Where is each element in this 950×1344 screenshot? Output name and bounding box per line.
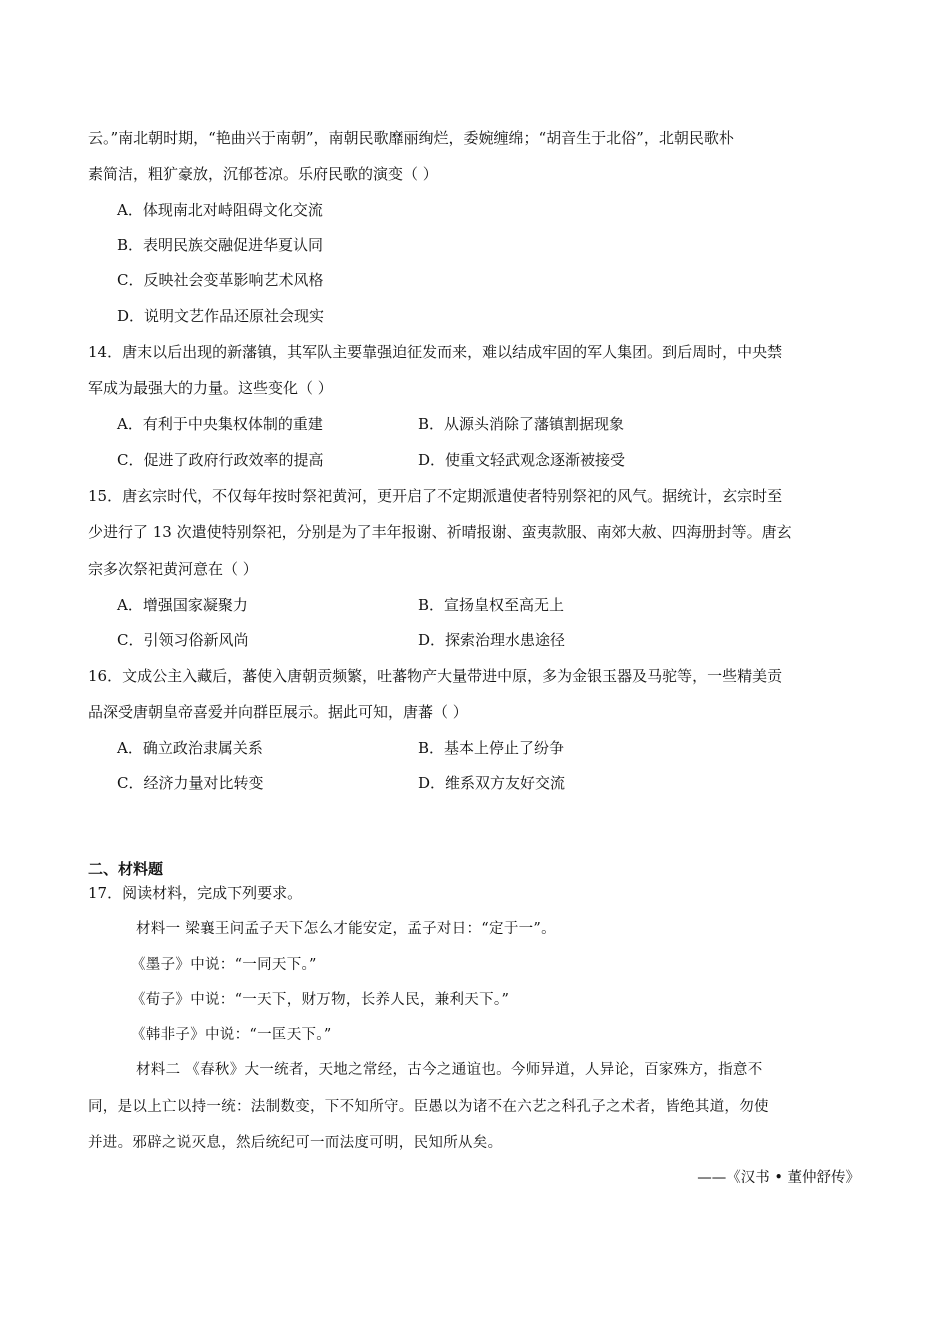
q15-stem-line2: 少进行了 13 次遣使特别祭祀，分别是为了丰年报谢、祈晴报谢、蛮夷款服、南郊大赦、四海册封等。唐玄: [88, 523, 792, 541]
q15-option-d: D．探索治理水患途径: [418, 631, 566, 649]
q16-option-b: B．基本上停止了纷争: [418, 739, 565, 757]
q13-option-b: B．表明民族交融促进华夏认同: [117, 236, 324, 254]
section-heading: 二、材料题: [88, 860, 164, 878]
q15-option-a: A．增强国家凝聚力: [117, 596, 248, 614]
material-one-hanfeizi: 《韩非子》中说：“一匡天下。”: [131, 1027, 332, 1043]
q14-option-c: C．促进了政府行政效率的提高: [117, 451, 324, 469]
q13-stem-line2: 素简洁，粗犷豪放，沉郁苍凉。乐府民歌的演变（ ）: [88, 165, 438, 183]
material-two-line3: 并进。邪辟之说灭息，然后统纪可一而法度可明，民知所从矣。: [88, 1135, 503, 1151]
q13-stem-line1: 云。”南北朝时期，“艳曲兴于南朝”，南朝民歌靡丽绚烂，委婉缠绵；“胡音生于北俗”，北朝民歌朴: [88, 129, 734, 147]
material-two-line2: 同，是以上亡以持一统：法制数变，下不知所守。臣愚以为诸不在六艺之科孔子之术者，皆绝其道，勿使: [88, 1099, 769, 1115]
q13-option-d: D．说明文艺作品还原社会现实: [117, 307, 325, 325]
q16-stem-line1: 16．文成公主入藏后，蕃使入唐朝贡频繁，吐蕃物产大量带进中原，多为金银玉器及马驼等，一些精美贡: [88, 667, 783, 685]
q16-option-d: D．维系双方友好交流: [418, 774, 566, 792]
q14-option-a: A．有利于中央集权体制的重建: [117, 415, 323, 433]
q14-stem-line1: 14．唐末以后出现的新藩镇，其军队主要靠强迫征发而来，难以结成牢固的军人集团。到后周时，中央禁: [88, 343, 783, 361]
material-one-mozi: 《墨子》中说：“一同天下。”: [131, 957, 317, 973]
q15-stem-line1: 15．唐玄宗时代，不仅每年按时祭祀黄河，更开启了不定期派遣使者特别祭祀的风气。据统计，玄宗时至: [88, 487, 783, 505]
q16-option-a: A．确立政治隶属关系: [117, 739, 263, 757]
material-one-xunzi: 《荀子》中说：“一天下，财万物，长养人民，兼利天下。”: [131, 992, 510, 1008]
q13-option-c: C．反映社会变革影响艺术风格: [117, 271, 324, 289]
material-two-line1: 材料二 《春秋》大一统者，天地之常经，古今之通谊也。今师异道，人异论，百家殊方，指意不: [136, 1062, 763, 1078]
q16-option-c: C．经济力量对比转变: [117, 774, 264, 792]
material-one-line1: 材料一 梁襄王问孟子天下怎么才能安定，孟子对日：“定于一”。: [136, 921, 556, 937]
q14-option-d: D．使重文轻武观念逐渐被接受: [418, 451, 626, 469]
q16-stem-line2: 品深受唐朝皇帝喜爱并向群臣展示。据此可知，唐蕃（ ）: [88, 703, 468, 721]
q17-stem: 17．阅读材料，完成下列要求。: [88, 884, 303, 902]
q14-option-b: B．从源头消除了藩镇割据现象: [418, 415, 625, 433]
q15-option-b: B．宣扬皇权至高无上: [418, 596, 565, 614]
q14-stem-line2: 军成为最强大的力量。这些变化（ ）: [88, 379, 333, 397]
q15-option-c: C．引领习俗新风尚: [117, 631, 249, 649]
material-source-citation: ——《汉书 • 董仲舒传》: [697, 1170, 860, 1186]
q13-option-a: A．体现南北对峙阻碍文化交流: [117, 201, 323, 219]
q15-stem-line3: 宗多次祭祀黄河意在（ ）: [88, 560, 258, 578]
